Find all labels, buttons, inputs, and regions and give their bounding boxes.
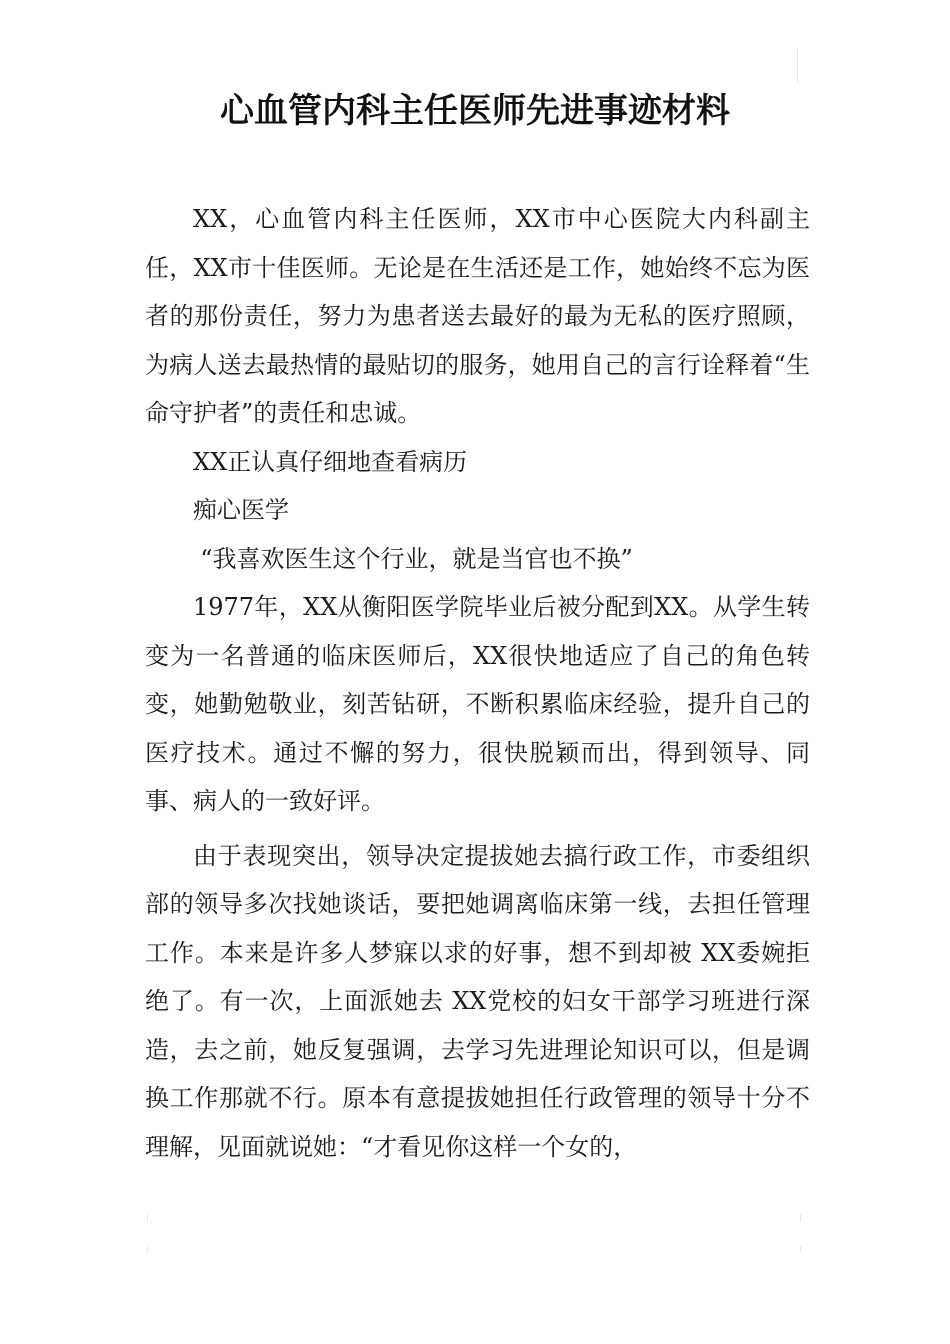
crop-mark <box>800 1246 801 1252</box>
section-subheading-quote: “我喜欢医生这个行业，就是当官也不换” <box>200 544 633 573</box>
document-title: 心血管内科主任医师先进事迹材料 <box>220 91 730 131</box>
paragraph-career-start: 1977年，XX从衡阳医学院毕业后被分配到XX。从学生转变为一名普通的临床医师后，XX很快地适应了自己的角色转变，她勤勉敬业，刻苦钻研，不断积累临床经验，提升自己的医疗技术。通过不懈的努力，很快脱颖而出，得到领导、同事、病人的一致好评。 <box>145 593 810 815</box>
crop-mark <box>800 1214 801 1222</box>
paragraph-intro: XX，心血管内科主任医师，XX市中心医院大内科副主任，XX市十佳医师。无论是在生活还是工作，她始终不忘为医者的那份责任，努力为患者送去最好的最为无私的医疗照顾，为病人送去最热情的最贴切的服务，她用自己的言行诠释着“生命守护者”的责任和忠诚。 <box>145 205 810 427</box>
document-body <box>145 195 810 1171</box>
crop-mark <box>797 48 798 82</box>
paragraph-refused-promotion: 由于表现突出，领导决定提拔她去搞行政工作，市委组织部的领导多次找她谈话，要把她调离临床第一线，去担任管理工作。本来是许多人梦寐以求的好事，想不到却被 XX委婉拒绝了。有一次，上面派她去 XX党校的妇女干部学习班进行深造，去之前，她反复强调，去学习先进理论知识可以，但是调换工作那就不行。原本有意提拔她担任行政管理的领导十分不理解，见面就说她：“才看见你这样一个女的， <box>145 841 810 1161</box>
crop-mark <box>147 1214 148 1222</box>
section-heading: 痴心医学 <box>193 496 289 524</box>
crop-mark <box>147 1246 148 1252</box>
photo-caption: XX正认真仔细地查看病历 <box>193 447 468 476</box>
